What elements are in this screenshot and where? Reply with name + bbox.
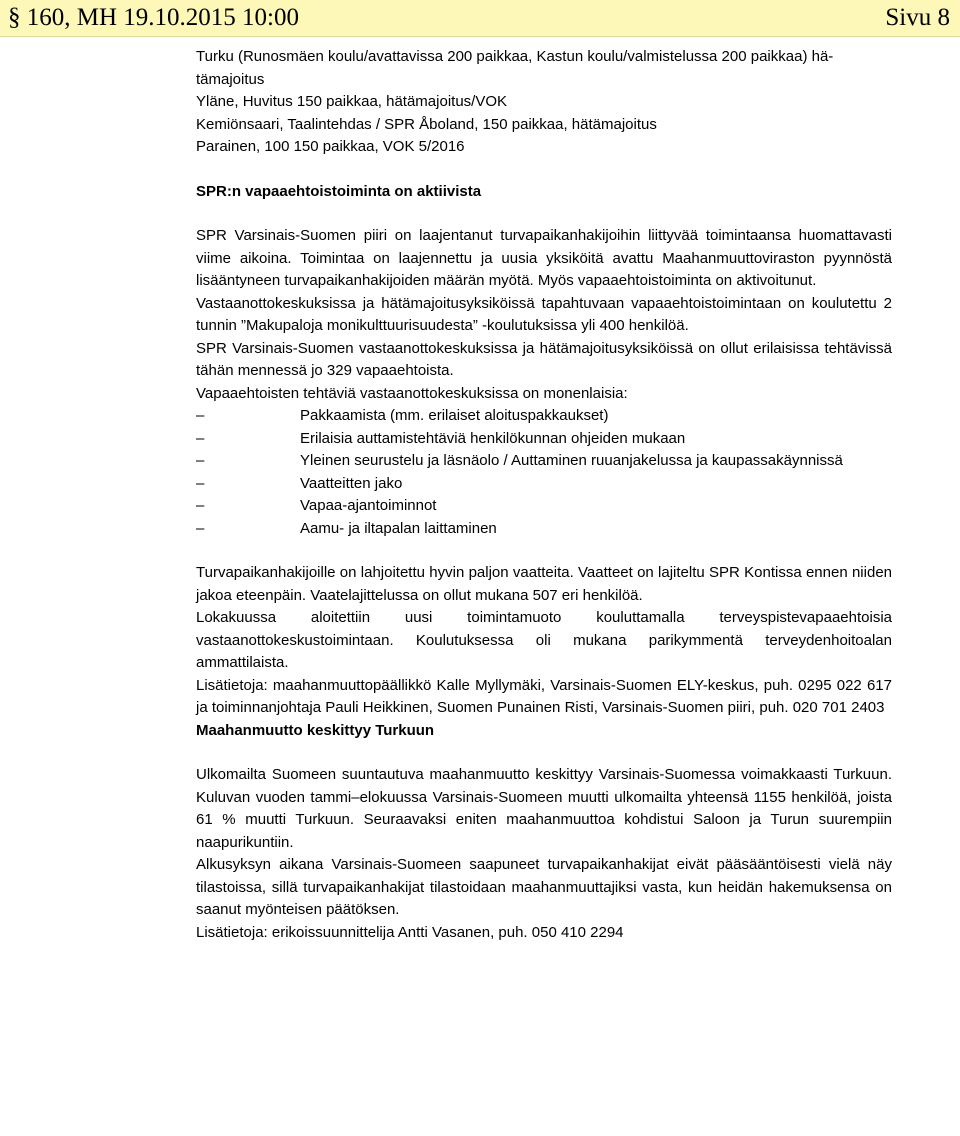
list-item-text: Pakkaamista (mm. erilaiset aloituspakkaukset) xyxy=(300,407,609,424)
paragraph: SPR Varsinais-Suomen vastaanottokeskuksissa ja hätämajoitusyksiköissä on ollut erilaisissa tehtävissä tähän mennessä jo 329 vapaaehtoista. xyxy=(196,339,892,379)
page-header xyxy=(0,0,960,37)
list-item-text: Vapaa-ajantoiminnot xyxy=(300,497,437,514)
list-item xyxy=(196,405,892,428)
paragraph: Vastaanottokeskuksissa ja hätämajoitusyksiköissä tapahtuvaan vapaaehtoistoimintaan on koulutettu 2 tunnin ”Makupaloja monikulttuurisuudesta” -koulutuksissa yli 400 henkilöä. xyxy=(196,294,892,334)
meeting-reference: § 160, MH 19.10.2015 10:00 xyxy=(8,4,299,31)
paragraph: SPR Varsinais-Suomen piiri on laajentanut turvapaikanhakijoihin liittyvää toimintaansa huomattavasti viime aikoina. Toimintaa on laajennettu ja uusia yksiköitä avattu Maahanmuuttoviraston pyynnöstä lisääntyneen turvapaikanhakijoiden määrän myötä. Myös vapaaehtoistoiminta on aktivoitunut. xyxy=(196,227,892,289)
paragraph: Lokakuussa aloitettiin uusi toimintamuoto kouluttamalla terveyspistevapaaehtoisia vastaanottokeskustoimintaan. Koulutuksessa oli mukana parikymmentä terveydenhoitoalan ammattilaista. xyxy=(196,609,892,671)
volunteer-tasks xyxy=(196,383,892,541)
document-body xyxy=(196,46,892,944)
section-heading-migration: Maahanmuutto keskittyy Turkuun xyxy=(196,721,435,739)
list-item xyxy=(196,473,892,496)
paragraph: Alkusyksyn aikana Varsinais-Suomeen saapuneet turvapaikanhakijat eivät pääsääntöisesti vielä näy tilastoissa, sillä turvapaikanhakijat tilastoidaan maahanmuuttajiksi vasta, kun heidän hakemuksensa on saanut myönteisen päätöksen. xyxy=(196,856,892,918)
intro-line: Parainen, 100 150 paikkaa, VOK 5/2016 xyxy=(196,138,465,155)
list-item xyxy=(196,495,892,518)
paragraph: Ulkomailta Suomeen suuntautuva maahanmuutto keskittyy Varsinais-Suomessa voimakkaasti Turkuun. Kuluvan vuoden tammi–elokuussa Varsinais-Suomeen muutti ulkomailta yhteensä 1155 henkilöä, joista 61 % muutti Turkuun. Seuraavaksi eniten maahanmuuttoa kohdistui Saloon ja Turun suurempiin naapurikuntiin. xyxy=(196,766,892,851)
accommodation-list xyxy=(196,46,892,159)
paragraph: Turvapaikanhakijoille on lahjoitettu hyvin paljon vaatteita. Vaatteet on lajiteltu SPR Kontissa ennen niiden jakoa eteenpäin. Vaatelajittelussa on ollut mukana 507 eri henkilöä. xyxy=(196,564,892,604)
dash-bullet: – xyxy=(196,452,205,469)
task-list xyxy=(196,405,892,540)
list-item xyxy=(196,428,892,451)
dash-bullet: – xyxy=(196,474,205,492)
list-item xyxy=(196,450,892,473)
intro-line: Yläne, Huvitus 150 paikkaa, hätämajoitus/VOK xyxy=(196,93,508,110)
intro-line: Turku (Runosmäen koulu/avattavissa 200 paikkaa, Kastun koulu/valmistelussa 200 paikkaa) hä- xyxy=(196,48,834,65)
page-number: Sivu 8 xyxy=(885,4,950,31)
intro-line: Kemiönsaari, Taalintehdas / SPR Åboland, 150 paikkaa, hätämajoitus xyxy=(196,115,657,133)
contact-info: Lisätietoja: maahanmuuttopäällikkö Kalle Myllymäki, Varsinais-Suomen ELY-keskus, puh. 0295 022 617 ja toiminnanjohtaja Pauli Heikkinen, Suomen Punainen Risti, Varsinais-Suomen piiri, puh. 020 701 2403 xyxy=(196,676,892,716)
section-heading-volunteering: SPR:n vapaaehtoistoiminta on aktiivista xyxy=(196,182,482,200)
list-item-text: Aamu- ja iltapalan laittaminen xyxy=(300,519,497,537)
list-item-text: Vaatteitten jako xyxy=(300,474,403,492)
dash-bullet: – xyxy=(196,407,205,424)
list-item-text: Yleinen seurustelu ja läsnäolo / Auttaminen ruuanjakelussa ja kaupassakäynnissä xyxy=(300,452,843,469)
list-item xyxy=(196,518,892,541)
dash-bullet: – xyxy=(196,429,205,447)
list-item-text: Erilaisia auttamistehtäviä henkilökunnan ohjeiden mukaan xyxy=(300,429,686,447)
contact-info: Lisätietoja: erikoissuunnittelija Antti Vasanen, puh. 050 410 2294 xyxy=(196,923,624,941)
intro-line: tämajoitus xyxy=(196,70,265,88)
dash-bullet: – xyxy=(196,519,205,537)
dash-bullet: – xyxy=(196,497,205,514)
list-intro: Vapaaehtoisten tehtäviä vastaanottokeskuksissa on monenlaisia: xyxy=(196,384,628,402)
